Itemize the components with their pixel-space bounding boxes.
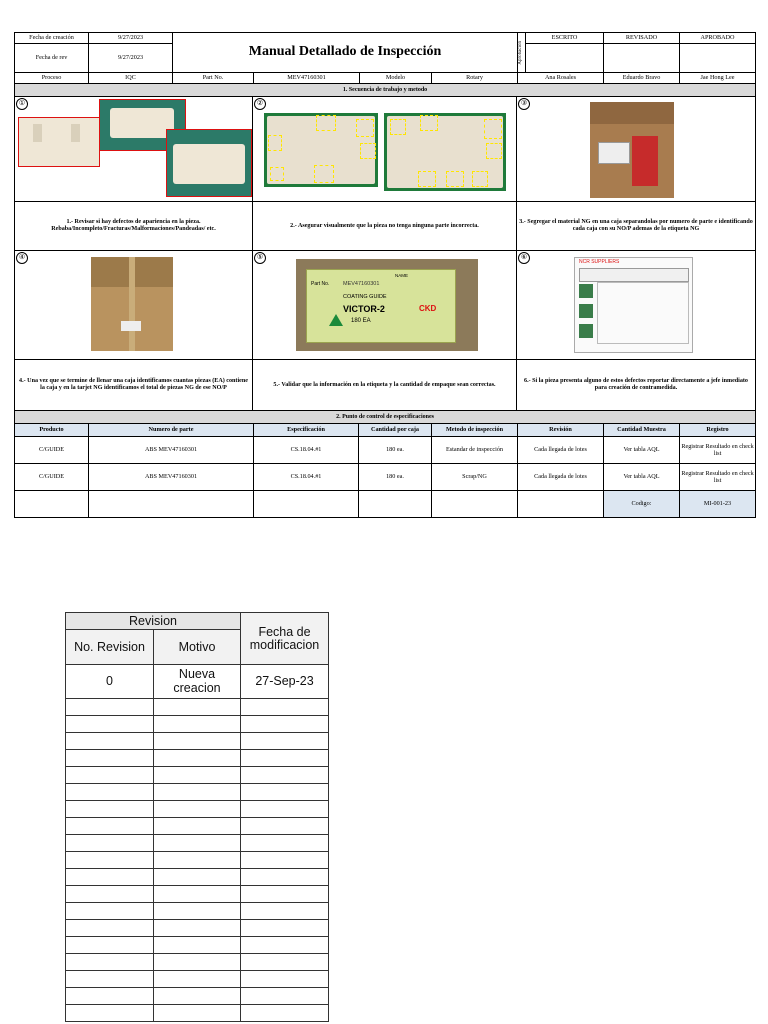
empty-row [66, 1005, 329, 1022]
empty-cell [241, 835, 329, 852]
empty-cell [154, 971, 241, 988]
step-2-text: 2.- Asegurar visualmente que la pieza no tenga ninguna parte incorrecta. [253, 202, 517, 251]
cell-revision: Cada llegada de lotes [518, 464, 604, 491]
empty-cell [66, 852, 154, 869]
empty-cell [154, 750, 241, 767]
empty-cell [66, 699, 154, 716]
col-producto: Producto [15, 424, 89, 437]
cell-cantidad-caja: 180 ea. [359, 464, 432, 491]
empty-row [66, 869, 329, 886]
signature-escrito [526, 44, 604, 73]
empty-row [66, 988, 329, 1005]
cell-cantidad-muestra: Ver tabla AQL [604, 464, 680, 491]
empty-cell [241, 937, 329, 954]
empty-row [66, 937, 329, 954]
header-table [14, 32, 756, 84]
empty-cell [241, 886, 329, 903]
codigo-row [15, 491, 756, 518]
empty-cell [66, 835, 154, 852]
empty-cell [241, 920, 329, 937]
empty-cell [66, 971, 154, 988]
signature-revisado [604, 44, 680, 73]
step-4-text: 4.- Una vez que se termine de llenar una caja identificamos cuantas piezas (EA) contiene la caja y en la tarjet NG identificamos el total de piezas NG de ese NO/P [15, 360, 253, 411]
empty-row [66, 886, 329, 903]
empty-cell [66, 784, 154, 801]
role-escrito: ESCRITO [526, 33, 604, 44]
empty-cell [241, 699, 329, 716]
empty-cell [66, 869, 154, 886]
empty-cell [66, 716, 154, 733]
cell-registro: Registrar Resultado en check list [680, 437, 756, 464]
empty-row [66, 801, 329, 818]
empty-cell [154, 852, 241, 869]
cell-producto: C/GUIDE [15, 464, 89, 491]
empty-cell [66, 937, 154, 954]
codigo-label: Codigo: [604, 491, 680, 518]
cell-no-revision: 0 [66, 665, 154, 699]
step-3-image-cell [517, 97, 756, 202]
cell-especificacion: CS.18.04.#1 [254, 464, 359, 491]
empty-row [66, 750, 329, 767]
cell-registro: Registrar Resultado en check list [680, 464, 756, 491]
empty-row [66, 920, 329, 937]
empty-row [66, 733, 329, 750]
role-aprobado: APROBADO [680, 33, 756, 44]
step-5-image-cell [253, 251, 517, 360]
empty-cell [241, 852, 329, 869]
col-revision: Revisión [518, 424, 604, 437]
step-6-number: ⑥ [518, 252, 530, 264]
cell-producto: C/GUIDE [15, 437, 89, 464]
revision-table [65, 612, 329, 1022]
empty-row [66, 852, 329, 869]
empty-cell [154, 767, 241, 784]
empty-row [66, 699, 329, 716]
col-especificacion: Especificación [254, 424, 359, 437]
empty-cell [66, 818, 154, 835]
signature-aprobado [680, 44, 756, 73]
cell-cantidad-muestra: Ver tabla AQL [604, 437, 680, 464]
step-5-text: 5.- Validar que la información en la etiqueta y la cantidad de empaque sean correctas. [253, 360, 517, 411]
step-1-photo-defect-2 [166, 129, 252, 197]
col-numero-parte: Numero de parte [89, 424, 254, 437]
table-row [15, 437, 756, 464]
empty-row [66, 716, 329, 733]
empty-cell [66, 750, 154, 767]
step-1-number: ① [16, 98, 28, 110]
empty-row [66, 954, 329, 971]
step-3-number: ③ [518, 98, 530, 110]
cell-revision: Cada llegada de lotes [518, 437, 604, 464]
empty-cell [241, 903, 329, 920]
cell-numero-parte: ABS MEV47160301 [89, 437, 254, 464]
empty-cell [154, 818, 241, 835]
spec-control-table [14, 410, 756, 518]
fecha-rev-value: 9/27/2023 [89, 44, 173, 73]
step-4-number: ④ [16, 252, 28, 264]
empty-cell [154, 988, 241, 1005]
table-row [15, 464, 756, 491]
cell-cantidad-caja: 180 ea. [359, 437, 432, 464]
revision-empty-rows [66, 699, 329, 1022]
cell-especificacion: CS.18.04.#1 [254, 437, 359, 464]
step-2-number: ② [254, 98, 266, 110]
step-5-number: ⑤ [254, 252, 266, 264]
empty-cell [66, 1005, 154, 1022]
empty-cell [66, 954, 154, 971]
step-5-photo-label: Part No. MEV47160301 NAME COATING GUIDE VICTOR-2 CKD 180 EA [296, 259, 478, 351]
step-1-image-cell [15, 97, 253, 202]
empty-row [66, 767, 329, 784]
empty-cell [241, 954, 329, 971]
col-registro: Registro [680, 424, 756, 437]
empty-cell [154, 801, 241, 818]
work-sequence-table [14, 83, 756, 411]
col-cantidad-muestra: Cantidad Muestra [604, 424, 680, 437]
empty-cell [66, 903, 154, 920]
step-6-image-cell [517, 251, 756, 360]
col-metodo: Metodo de inspección [432, 424, 518, 437]
inspection-manual-sheet [14, 32, 755, 518]
person-aprobado: Jae Hong Lee [680, 73, 756, 84]
modelo-value: Rotary [432, 73, 518, 84]
cell-metodo: Estandar de inspección [432, 437, 518, 464]
person-escrito: Ana Rosales [518, 73, 604, 84]
fecha-creacion-label: Fecha de creación [15, 33, 89, 44]
section-1-title: 1. Secuencia de trabajo y metodo [15, 84, 756, 97]
partno-label: Part No. [173, 73, 254, 84]
empty-cell [154, 886, 241, 903]
empty-cell [241, 767, 329, 784]
empty-cell [154, 869, 241, 886]
empty-cell [154, 954, 241, 971]
step-1-text: 1.- Revisar si hay defectos de apariencia en la pieza. Rebaba/Incompleto/Fracturas/Malformaciones/Pandeadas/ etc. [15, 202, 253, 251]
section-2-title: 2. Punto de control de especificaciones [15, 411, 756, 424]
empty-cell [154, 835, 241, 852]
aprobacion-label: Aprobación [518, 33, 526, 73]
step-2-photo-tray-back [384, 113, 506, 191]
empty-row [66, 818, 329, 835]
empty-cell [241, 971, 329, 988]
proceso-value: IQC [89, 73, 173, 84]
codigo-value: MI-001-23 [680, 491, 756, 518]
step-1-photo-part [18, 117, 100, 167]
cell-numero-parte: ABS MEV47160301 [89, 464, 254, 491]
empty-cell [241, 818, 329, 835]
empty-cell [66, 767, 154, 784]
empty-cell [154, 903, 241, 920]
revision-title: Revision [66, 613, 241, 630]
empty-cell [154, 920, 241, 937]
empty-cell [66, 733, 154, 750]
empty-row [66, 835, 329, 852]
cell-fecha: 27-Sep-23 [241, 665, 329, 699]
fecha-creacion-value: 9/27/2023 [89, 33, 173, 44]
empty-cell [241, 733, 329, 750]
empty-cell [241, 750, 329, 767]
empty-cell [154, 716, 241, 733]
empty-cell [66, 886, 154, 903]
empty-cell [154, 784, 241, 801]
step-6-photo-ncr-form: NCR SUPPLIERS [574, 257, 693, 353]
cell-metodo: Scrap/NG [432, 464, 518, 491]
cell-motivo: Nueva creacion [154, 665, 241, 699]
empty-cell [241, 784, 329, 801]
empty-row [66, 971, 329, 988]
fecha-rev-label: Fecha de rev [15, 44, 89, 73]
empty-cell [154, 733, 241, 750]
empty-cell [154, 937, 241, 954]
step-3-photo-ng-box [590, 102, 674, 198]
empty-cell [241, 716, 329, 733]
step-3-text: 3.- Segregar el material NG en una caja separandolas por numero de parte e identificando cada caja con su NO/P ademas de la etiqueta NG [517, 202, 756, 251]
modelo-label: Modelo [360, 73, 432, 84]
step-4-photo-box [91, 257, 173, 351]
col-motivo: Motivo [154, 630, 241, 665]
col-fecha-modificacion: Fecha de modificacion [241, 613, 329, 665]
col-no-revision: No. Revision [66, 630, 154, 665]
empty-cell [241, 988, 329, 1005]
empty-cell [241, 869, 329, 886]
step-2-photo-tray-front [264, 113, 378, 187]
col-cantidad-caja: Cantidad por caja [359, 424, 432, 437]
empty-cell [66, 920, 154, 937]
empty-cell [241, 801, 329, 818]
empty-cell [66, 988, 154, 1005]
empty-row [66, 903, 329, 920]
role-revisado: REVISADO [604, 33, 680, 44]
step-4-image-cell [15, 251, 253, 360]
step-2-image-cell [253, 97, 517, 202]
empty-cell [66, 801, 154, 818]
person-revisado: Eduardo Bravo [604, 73, 680, 84]
table-row [66, 665, 329, 699]
empty-row [66, 784, 329, 801]
empty-cell [154, 699, 241, 716]
proceso-label: Proceso [15, 73, 89, 84]
empty-cell [154, 1005, 241, 1022]
partno-value: MEV47160301 [254, 73, 360, 84]
document-title: Manual Detallado de Inspección [173, 33, 518, 73]
empty-cell [241, 1005, 329, 1022]
step-6-text: 6.- Si la pieza presenta alguno de estos defectos reportar directamente a jefe inmediato para creación de contramedida. [517, 360, 756, 411]
